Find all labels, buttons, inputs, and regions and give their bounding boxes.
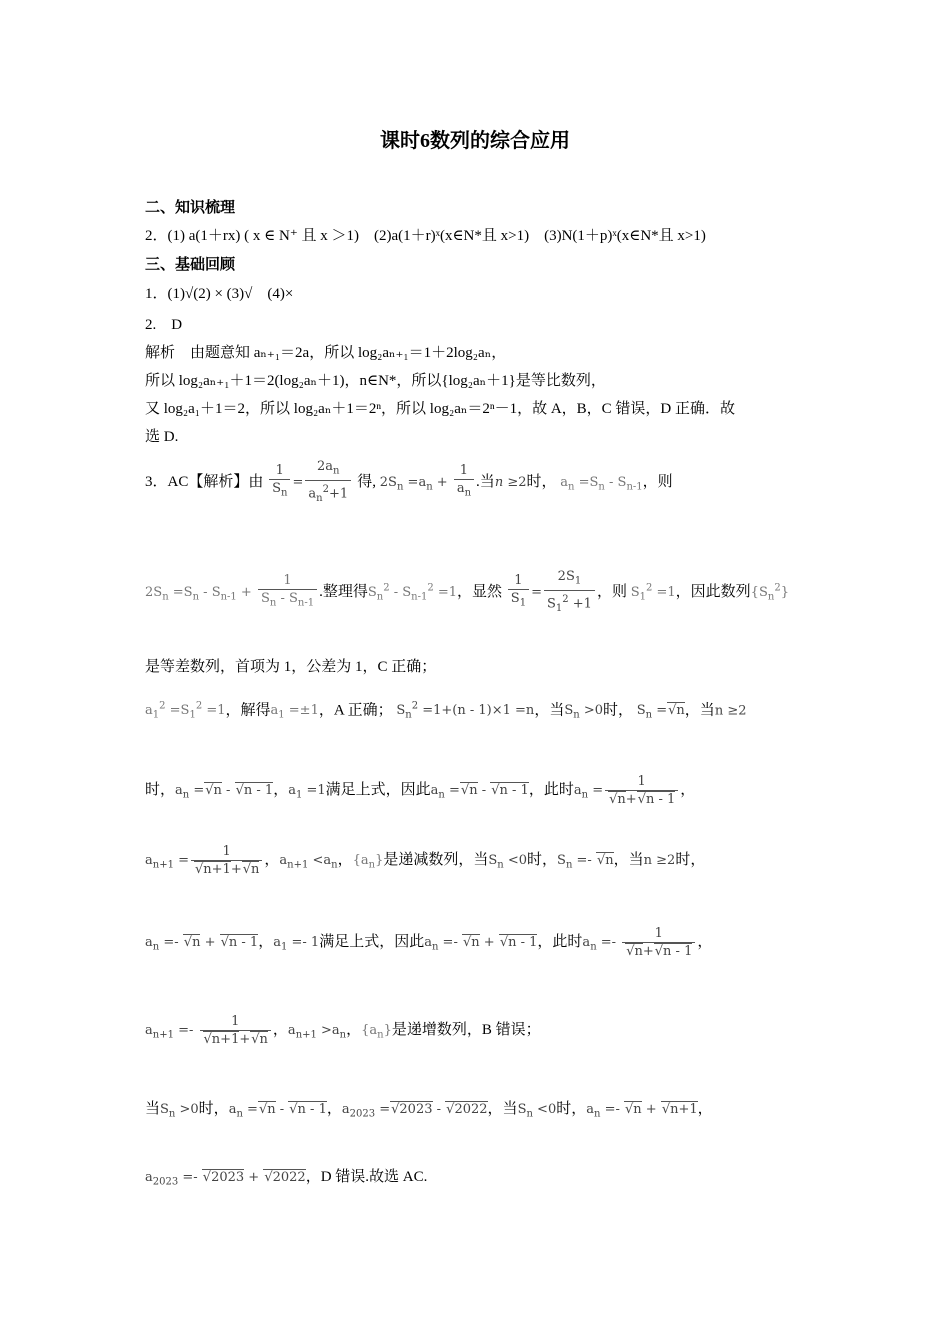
text-de: 得, bbox=[357, 473, 377, 490]
q3-line4: $a_1^2 =S_1^2 =1$，解得$a_1 =\pm 1$，A 正确； $S_n^2 =1+(n - 1)\times 1 =n$，当$S_n >0$时， $S_n =√n$，当n ≥2 bbox=[145, 701, 747, 721]
text-dang2: ，当 bbox=[534, 702, 565, 719]
formula-an-neg2: $a_n =- √n + √n - 1$ bbox=[424, 935, 538, 953]
formula-ineq-inc: $a_{n+1} >a_n$ bbox=[287, 1023, 347, 1041]
text-manzu: 满足上式，因此 bbox=[325, 782, 431, 798]
q2-analysis-line2: 所以 log₂aₙ₊₁＋1＝2(log₂aₙ＋1)，n∈N*，所以{log₂aₙ＋1}是等比数列， bbox=[145, 373, 606, 389]
q3-line2: $2S_n =S_n - S_{n-1}$ + $\frac{1}{S_n - S_{n-1}}$ .整理得$S_n^2 - S_{n-1}^2 =1$，显然 $\frac{1}{S_1}$ = $\frac{2S_1}{S_1^2 +1}$ ，则 $S_1^2 =1$，因此数列$\{S_n^2\}$ bbox=[145, 569, 789, 614]
formula-1: $\frac{1}{S_n}$ = $\frac{2a_n}{a_n^2+1}$ bbox=[267, 475, 357, 490]
text-dang4: ，当 bbox=[487, 1101, 518, 1117]
formula-n-ge-2: n ≥2 bbox=[494, 474, 527, 490]
formula-an-diff: $a_n =√n - √n - 1$ bbox=[175, 783, 274, 801]
q2-analysis-line3: 又 log₂a₁＋1＝2，所以 log₂aₙ＋1＝2ⁿ，所以 log₂aₙ＝2ⁿ－1，故 A，B，C 错误，D 正确．故 bbox=[145, 401, 735, 417]
section-review: 三、基础回顾 bbox=[145, 257, 236, 273]
formula-sn-neg2: $S_n <0$ bbox=[517, 1102, 557, 1120]
formula-an-diff2: $a_n =√n - √n - 1$ bbox=[430, 783, 529, 801]
formula-an-seq2: $\{a_n\}$ bbox=[361, 1023, 392, 1041]
formula-an1-negfrac: $a_{n+1}$ =- $\frac{1}{√n+1+√n}$ bbox=[145, 1023, 273, 1038]
section-knowledge: 二、知识梳理 bbox=[145, 200, 236, 216]
text-cishi: ，此时 bbox=[528, 782, 574, 798]
formula-ineq-dec: $a_{n+1} <a_n$ bbox=[279, 853, 338, 871]
formula-4: $S_n^2 - S_{n-1}^2 =1$ bbox=[367, 582, 458, 603]
formula-an-frac: $a_n$ = $\frac{1}{√n+√n - 1}$ bbox=[574, 783, 680, 798]
formula-3: $2S_n =S_n - S_{n-1}$ + $\frac{1}{S_n - S_{n-1}}$ bbox=[145, 585, 319, 600]
item-2-answer: 2．(1) a(1＋rx) ( x ∈ N⁺ 且 x ＞1) (2)a(1＋r)ˣ(x∈N*且 x>1) (3)N(1＋p)ˣ(x∈N*且 x>1) bbox=[145, 228, 706, 244]
formula-sn-neg: $S_n <0$ bbox=[488, 853, 528, 871]
formula-sn: $S_n^2 =1+(n - 1)\times 1 =n$ bbox=[396, 701, 535, 721]
formula-sn-negsqrt: $S_n =- √n$ bbox=[557, 853, 614, 871]
q2-analysis-line4: 选 D. bbox=[145, 429, 179, 445]
formula-sn-sqrt: $S_n =√n$ bbox=[636, 703, 685, 721]
text-final: ，D 错误.故选 AC. bbox=[305, 1169, 428, 1185]
q3-line6: $a_{n+1}$ = $\frac{1}{√n+1+√n}$ ，$a_{n+1} <a_n$，$\{a_n\}$是递减数列，当$S_n <0$时，$S_n =- √n$，当n ≥2时， bbox=[145, 844, 706, 877]
formula-a1: $a_1^2 =S_1^2 =1$ bbox=[145, 701, 226, 721]
q3-line8: $a_{n+1}$ =- $\frac{1}{√n+1+√n}$ ，$a_{n+1} >a_n$，$\{a_n\}$是递增数列，B 错误； bbox=[145, 1014, 541, 1047]
text-yinci: ，因此数列 bbox=[675, 583, 751, 600]
text-xianran: ，显然 bbox=[457, 583, 503, 600]
formula-sn-pos2: $S_n >0$ bbox=[160, 1102, 199, 1120]
formula-n-ge2b: n ≥2 bbox=[714, 703, 747, 719]
formula-an1-frac: $a_{n+1}$ = $\frac{1}{√n+1+√n}$ bbox=[145, 853, 264, 868]
text-dang3: 当 bbox=[145, 1101, 161, 1117]
formula-a1-eq1: $a_1 =1$ bbox=[288, 783, 326, 801]
text-manzu2: 满足上式，因此 bbox=[319, 934, 425, 950]
q3-line1 bbox=[145, 458, 673, 507]
text-dizeng: 是递增数列，B 错误； bbox=[391, 1022, 541, 1038]
formula-an-neg: $a_n =- √n + √n - 1$ bbox=[145, 935, 259, 953]
formula-an-negfrac: $a_n$ =- $\frac{1}{√n+√n - 1}$ bbox=[582, 935, 697, 950]
formula-a2023: $a_{2023} =√2023 - √2022$ bbox=[341, 1102, 488, 1120]
text-cishi2: ，此时 bbox=[537, 934, 583, 950]
q2-analysis-line1: 解析 由题意知 aₙ₊₁＝2a，所以 log₂aₙ₊₁＝1＋2log₂aₙ， bbox=[145, 345, 507, 361]
formula-6: $S_1^2 =1$ bbox=[630, 582, 676, 603]
formula-an-neg3: $a_n =- √n + √n+1$ bbox=[586, 1102, 698, 1120]
formula-sn2: $\{S_n^2\}$ bbox=[750, 582, 789, 603]
text-zhengli: .整理得 bbox=[319, 583, 368, 600]
text-jiede: ，解得 bbox=[225, 702, 271, 719]
formula-sn-pos: $S_n >0$ bbox=[564, 703, 603, 721]
formula-an-seq: $\{a_n\}$ bbox=[352, 853, 384, 871]
q3-line5: 时，$a_n =√n - √n - 1$，$a_1 =1$满足上式，因此$a_n =√n - √n - 1$，此时$a_n$ = $\frac{1}{√n+√n - 1}$ ， bbox=[145, 774, 696, 807]
text-dang: .当 bbox=[476, 473, 495, 490]
text-shi2: 时， bbox=[602, 702, 633, 719]
formula-an: $a_n =S_n - S_{n-1}$ bbox=[560, 474, 643, 493]
q3-line3: 是等差数列，首项为 1，公差为 1，C 正确； bbox=[145, 659, 437, 675]
q3-line10 bbox=[145, 1166, 427, 1194]
formula-5: $\frac{1}{S_1}$ = $\frac{2S_1}{S_1^2 +1}$ bbox=[506, 585, 597, 600]
formula-2: $2S_n =a_n$ + $\frac{1}{a_n}$ bbox=[380, 475, 476, 490]
q3-line7: $a_n =- √n + √n - 1$，$a_1 =- 1$满足上式，因此$a_n =- √n + √n - 1$，此时$a_n$ =- $\frac{1}{√n+√n - 1}$ ， bbox=[145, 926, 713, 959]
formula-n-ge2c: n ≥2 bbox=[643, 853, 676, 868]
q3-head: 3．AC【解析】由 bbox=[145, 473, 264, 490]
formula-a1-neg: $a_1 =- 1$ bbox=[273, 935, 320, 953]
answer-q1: 1．(1)√(2) × (3)√ (4)× bbox=[145, 286, 294, 302]
text-dijian: 是递减数列，当 bbox=[383, 852, 489, 868]
formula-an-diff3: $a_n =√n - √n - 1$ bbox=[228, 1102, 327, 1120]
page-title: 课时6数列的综合应用 bbox=[380, 130, 570, 152]
text-a-zhengque: ，A 正确； bbox=[318, 702, 393, 719]
formula-a2023-neg: $a_{2023} =- √2023 + √2022$ bbox=[145, 1170, 306, 1188]
text-ze: ，则 bbox=[642, 473, 673, 490]
answer-q2: 2. D bbox=[145, 317, 183, 333]
q3-line9: 当$S_n >0$时，$a_n =√n - √n - 1$，$a_{2023} =√2023 - √2022$，当$S_n <0$时，$a_n =- √n + √n+1$， bbox=[145, 1101, 713, 1120]
text-shi: 时， bbox=[526, 473, 557, 490]
formula-a1-pm: $a_1 =\pm 1$ bbox=[270, 703, 319, 721]
